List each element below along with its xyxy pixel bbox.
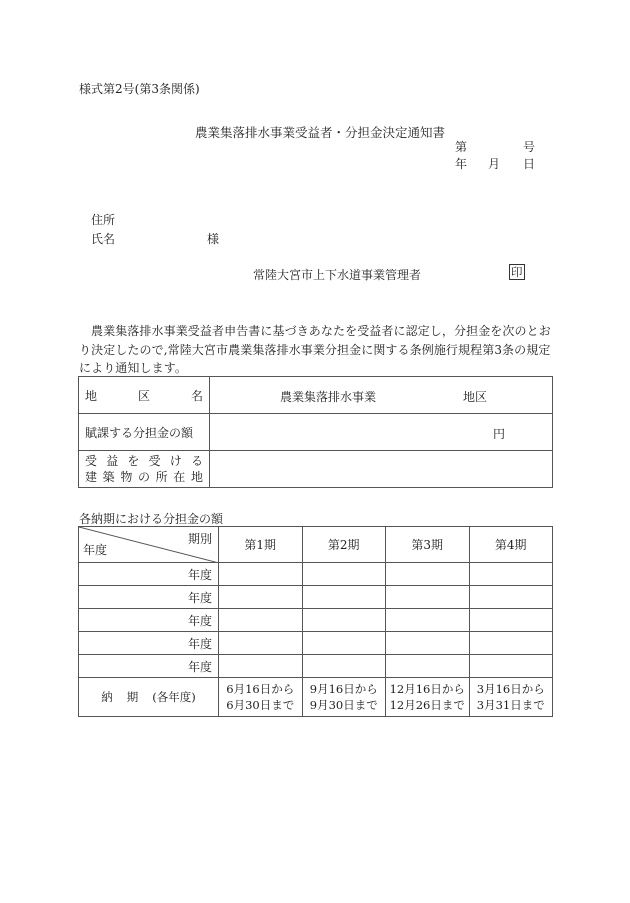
amount-cell[interactable] — [302, 586, 386, 609]
label-char: 受 — [148, 454, 161, 468]
district-suffix: 地区 — [463, 390, 488, 404]
corner-top-label: 期別 — [187, 532, 212, 546]
due-date-cell — [302, 678, 386, 717]
district-label — [79, 377, 210, 414]
due-label-part: 期 — [126, 690, 139, 704]
due-date-row — [79, 678, 553, 717]
year-label: 年度 — [79, 632, 219, 655]
seal-mark: 印 — [511, 265, 523, 279]
amount-cell[interactable] — [386, 632, 470, 655]
amount-cell[interactable] — [469, 632, 553, 655]
amount-cell[interactable] — [386, 563, 470, 586]
due-to: 3月31日まで — [476, 698, 545, 712]
number-suffix: 号 — [523, 140, 536, 154]
label-char: の — [137, 470, 150, 484]
form-number-label: 様式第2号(第3条関係) — [79, 82, 200, 96]
location-value-cell[interactable] — [210, 451, 553, 488]
due-label-part: (各年度) — [152, 690, 196, 704]
due-from: 12月16日から — [389, 682, 465, 696]
due-to: 9月30日まで — [309, 698, 378, 712]
amount-cell[interactable] — [469, 563, 553, 586]
amount-cell[interactable] — [302, 655, 386, 678]
info-table — [78, 376, 553, 488]
issuer-name: 常陸大宮市上下水道事業管理者 — [253, 268, 422, 282]
year-label: 年度 — [79, 609, 219, 632]
due-from: 3月16日から — [476, 682, 545, 696]
location-label-line2 — [85, 469, 203, 485]
amount-cell[interactable] — [219, 563, 303, 586]
due-to: 6月30日まで — [226, 698, 295, 712]
corner-header-cell — [79, 527, 219, 563]
location-label-line1 — [85, 453, 203, 469]
amount-cell[interactable] — [386, 609, 470, 632]
date-day-label: 日 — [523, 157, 536, 171]
district-value-cell[interactable] — [210, 377, 553, 414]
year-row — [79, 586, 553, 609]
label-char: 受 — [85, 454, 98, 468]
location-row — [79, 451, 553, 488]
label-char: 益 — [106, 454, 119, 468]
amount-value-cell[interactable] — [210, 414, 553, 451]
district-label-char: 名 — [190, 388, 203, 403]
amount-cell[interactable] — [219, 655, 303, 678]
district-label-char: 地 — [85, 388, 98, 403]
due-date-cell — [469, 678, 553, 717]
amount-cell[interactable] — [386, 586, 470, 609]
due-label — [79, 678, 219, 717]
due-from: 6月16日から — [226, 682, 295, 696]
amount-cell[interactable] — [469, 586, 553, 609]
date-year-label: 年 — [455, 157, 468, 171]
year-label: 年度 — [79, 586, 219, 609]
year-row — [79, 563, 553, 586]
label-char: を — [127, 454, 140, 468]
location-label — [79, 451, 210, 488]
amount-cell[interactable] — [386, 655, 470, 678]
district-row — [79, 377, 553, 414]
installment-section-title: 各納期における分担金の額 — [79, 512, 224, 526]
due-from: 9月16日から — [309, 682, 378, 696]
date-month-label: 月 — [488, 157, 501, 171]
installment-header-row — [79, 527, 553, 563]
amount-row — [79, 414, 553, 451]
label-char: 所 — [155, 470, 168, 484]
honorific: 様 — [207, 232, 220, 246]
period-header: 第4期 — [469, 527, 553, 563]
address-label: 住所 — [91, 213, 116, 227]
year-label: 年度 — [79, 563, 219, 586]
amount-unit: 円 — [493, 427, 506, 441]
label-char: 物 — [120, 470, 133, 484]
document-title: 農業集落排水事業受益者・分担金決定通知書 — [195, 125, 446, 140]
corner-bottom-label: 年度 — [83, 543, 108, 557]
notice-body-text: 農業集落排水事業受益者申告書に基づきあなたを受益者に認定し，分担金を次のとおり決定したので,常陸大宮市農業集落排水事業分担金に関する条例施行規程第3条の規定により通知します。 — [79, 324, 551, 375]
amount-cell[interactable] — [469, 655, 553, 678]
district-value: 農業集落排水事業 — [280, 390, 377, 404]
amount-cell[interactable] — [219, 586, 303, 609]
amount-cell[interactable] — [302, 609, 386, 632]
amount-label — [79, 414, 210, 451]
due-date-cell — [386, 678, 470, 717]
name-label: 氏名 — [91, 232, 116, 246]
period-header: 第1期 — [219, 527, 303, 563]
amount-cell[interactable] — [469, 609, 553, 632]
number-prefix: 第 — [455, 140, 468, 154]
period-header: 第3期 — [386, 527, 470, 563]
period-header: 第2期 — [302, 527, 386, 563]
due-to: 12月26日まで — [389, 698, 465, 712]
label-char: 建 — [85, 470, 98, 484]
year-row — [79, 655, 553, 678]
year-row — [79, 609, 553, 632]
due-date-cell — [219, 678, 303, 717]
amount-cell[interactable] — [219, 609, 303, 632]
amount-cell[interactable] — [302, 632, 386, 655]
year-label: 年度 — [79, 655, 219, 678]
amount-cell[interactable] — [219, 632, 303, 655]
district-label-char: 区 — [137, 388, 150, 403]
due-label-part: 納 — [101, 690, 113, 704]
label-char: 地 — [190, 470, 203, 484]
label-char: 在 — [173, 470, 186, 484]
label-char: る — [190, 454, 203, 468]
amount-label-text: 賦課する分担金の額 — [85, 425, 194, 440]
amount-cell[interactable] — [302, 563, 386, 586]
year-row — [79, 632, 553, 655]
label-char: け — [169, 454, 182, 468]
installment-table — [78, 526, 553, 717]
label-char: 築 — [102, 470, 115, 484]
